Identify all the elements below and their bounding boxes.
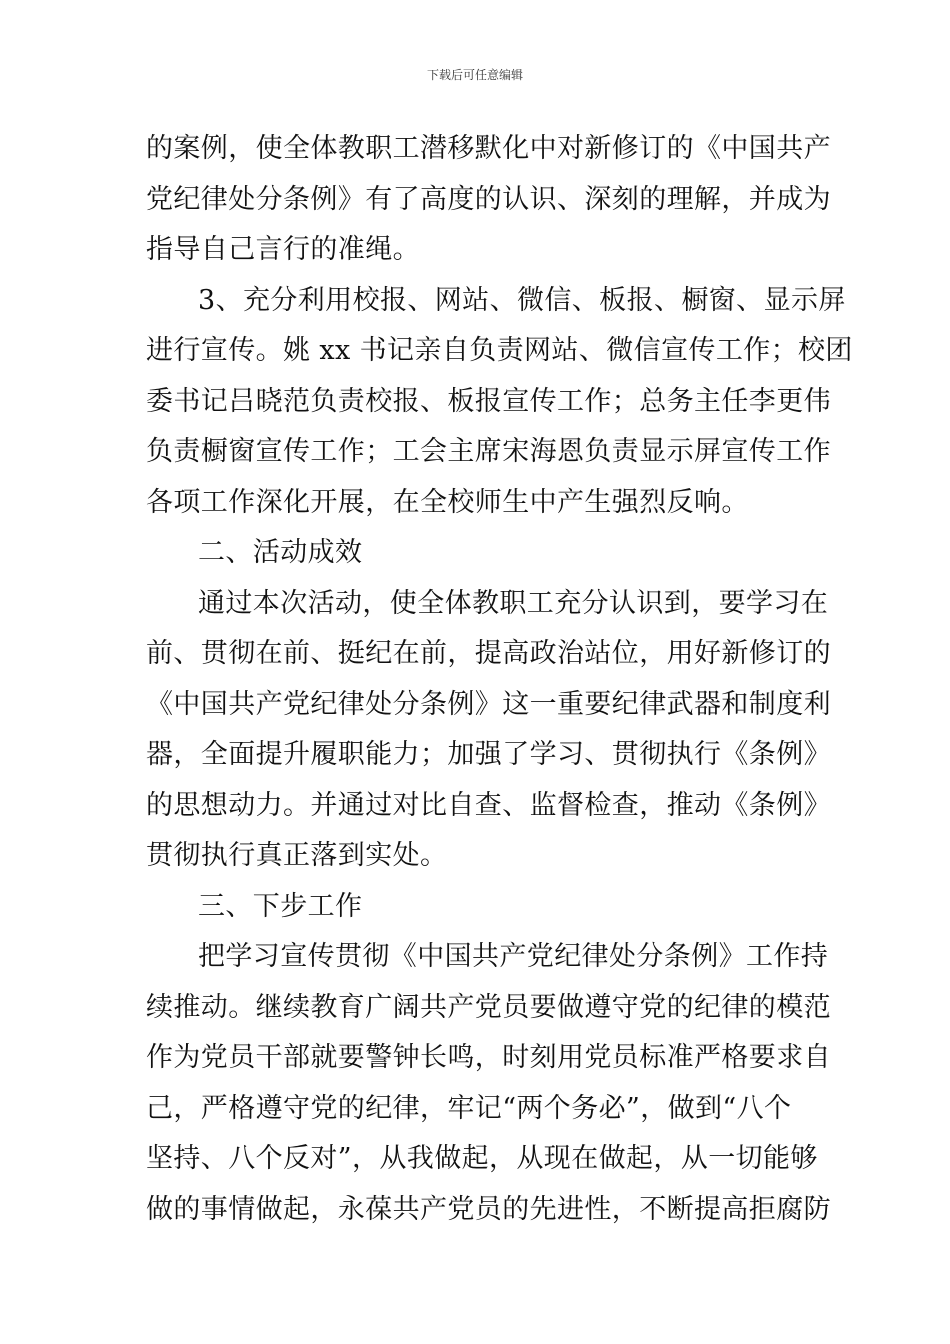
text-line: 把学习宣传贯彻《中国共产党纪律处分条例》工作持 [198,941,829,972]
text-line: 进行宣传。姚 xx 书记亲自负责网站、微信宣传工作；校团 [146,335,853,366]
text-line: 3、充分利用校报、网站、微信、板报、橱窗、显示屏 [198,284,846,316]
text-line: 己，严格遵守党的纪律，牢记“两个务必”，做到“八个 [146,1092,792,1124]
text-line: 贯彻执行真正落到实处。 [146,840,448,871]
text-line: 党纪律处分条例》有了高度的认识、深刻的理解，并成为 [146,183,831,215]
text-line: 器，全面提升履职能力；加强了学习、贯彻执行《条例》 [146,739,831,770]
header-note: 下载后可任意编辑 [426,68,523,82]
text-line: 负责橱窗宣传工作；工会主席宋海恩负责显示屏宣传工作 [146,436,831,467]
text-line: 指导自己言行的准绳。 [146,234,420,265]
text-line: 前、贯彻在前、挺纪在前，提高政治站位，用好新修订的 [146,638,831,669]
text-line: 二、活动成效 [198,537,363,568]
text-line: 通过本次活动，使全体教职工充分认识到，要学习在 [198,587,829,619]
text-line: 的思想动力。并通过对比自查、监督检查，推动《条例》 [146,789,831,821]
text-line: 的案例，使全体教职工潜移默化中对新修订的《中国共产 [146,133,831,164]
text-line: 三、下步工作 [198,890,363,922]
text-line: 续推动。继续教育广阔共产党员要做遵守党的纪律的模范 [146,991,831,1023]
document-body [146,124,853,1235]
text-line: 《中国共产党纪律处分条例》这一重要纪律武器和制度利 [146,688,831,720]
text-line: 做的事情做起，永葆共产党员的先进性，不断提高拒腐防 [146,1193,831,1225]
text-line: 坚持、八个反对”，从我做起，从现在做起，从一切能够 [146,1143,818,1174]
text-line: 各项工作深化开展，在全校师生中产生强烈反响。 [146,486,749,518]
text-line: 作为党员干部就要警钟长鸣，时刻用党员标准严格要求自 [146,1042,831,1073]
text-line: 委书记吕晓范负责校报、板报宣传工作；总务主任李更伟 [146,385,831,417]
